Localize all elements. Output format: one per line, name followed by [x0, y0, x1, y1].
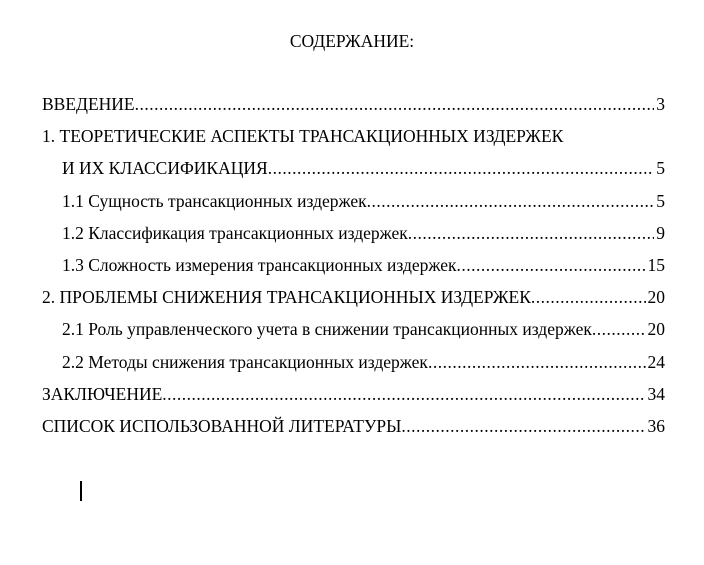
toc-entry-bibliography[interactable] — [42, 413, 665, 439]
toc-entry-chapter-1[interactable] — [42, 123, 665, 149]
dot-leader — [428, 349, 646, 375]
toc-entry-label: 2.2 Методы снижения трансакционных издержек — [62, 352, 428, 372]
dot-leader — [135, 91, 655, 117]
toc-entry-label: 1.3 Сложность измерения трансакционных издержек — [62, 255, 457, 275]
toc-entry-label: ЗАКЛЮЧЕНИЕ — [42, 384, 163, 404]
toc-entry-label: 2.1 Роль управленческого учета в снижении трансакционных издержек — [62, 319, 592, 339]
toc-page-number: 34 — [647, 384, 665, 404]
toc-entry-section-1-2[interactable] — [62, 220, 665, 246]
toc-entry-label: 1. ТЕОРЕТИЧЕСКИЕ АСПЕКТЫ ТРАНСАКЦИОННЫХ ИЗДЕРЖЕК — [42, 126, 564, 146]
toc-entry-conclusion[interactable] — [42, 381, 665, 407]
toc-entry-label: ВВЕДЕНИЕ — [42, 94, 135, 114]
toc-page-number: 5 — [656, 191, 665, 211]
toc-page-number: 24 — [647, 352, 665, 372]
page-title: СОДЕРЖАНИЕ: — [289, 31, 415, 51]
dot-leader — [592, 316, 646, 342]
toc-entry-label: СПИСОК ИСПОЛЬЗОВАННОЙ ЛИТЕРАТУРЫ — [42, 416, 402, 436]
dot-leader — [268, 155, 655, 181]
toc-entry-chapter-1-continued[interactable] — [62, 155, 665, 181]
toc-entry-label: 1.2 Классификация трансакционных издержек — [62, 223, 408, 243]
toc-entry-section-1-1[interactable] — [62, 188, 665, 214]
dot-leader — [162, 381, 645, 407]
toc-page-number: 9 — [656, 223, 665, 243]
text-cursor[interactable] — [80, 481, 82, 501]
toc-page-number: 36 — [647, 416, 665, 436]
toc-entry-chapter-2[interactable] — [42, 284, 665, 310]
dot-leader — [457, 252, 646, 278]
dot-leader — [408, 220, 654, 246]
toc-entry-section-2-1[interactable] — [62, 316, 665, 342]
toc-entry-label: И ИХ КЛАССИФИКАЦИЯ — [62, 158, 268, 178]
toc-entry-section-2-2[interactable] — [62, 349, 665, 375]
toc-page-number: 5 — [656, 158, 665, 178]
toc-page-number: 20 — [647, 319, 665, 339]
dot-leader — [367, 188, 655, 214]
dot-leader — [401, 413, 645, 439]
toc-entry-introduction[interactable] — [42, 91, 665, 117]
toc-page-number: 20 — [647, 287, 665, 307]
dot-leader — [531, 284, 646, 310]
toc-entry-label: 1.1 Сущность трансакционных издержек — [62, 191, 367, 211]
toc-entry-section-1-3[interactable] — [62, 252, 665, 278]
toc-entry-label: 2. ПРОБЛЕМЫ СНИЖЕНИЯ ТРАНСАКЦИОННЫХ ИЗДЕРЖЕК — [42, 287, 531, 307]
toc-page-number: 3 — [656, 94, 665, 114]
toc-page-number: 15 — [647, 255, 665, 275]
